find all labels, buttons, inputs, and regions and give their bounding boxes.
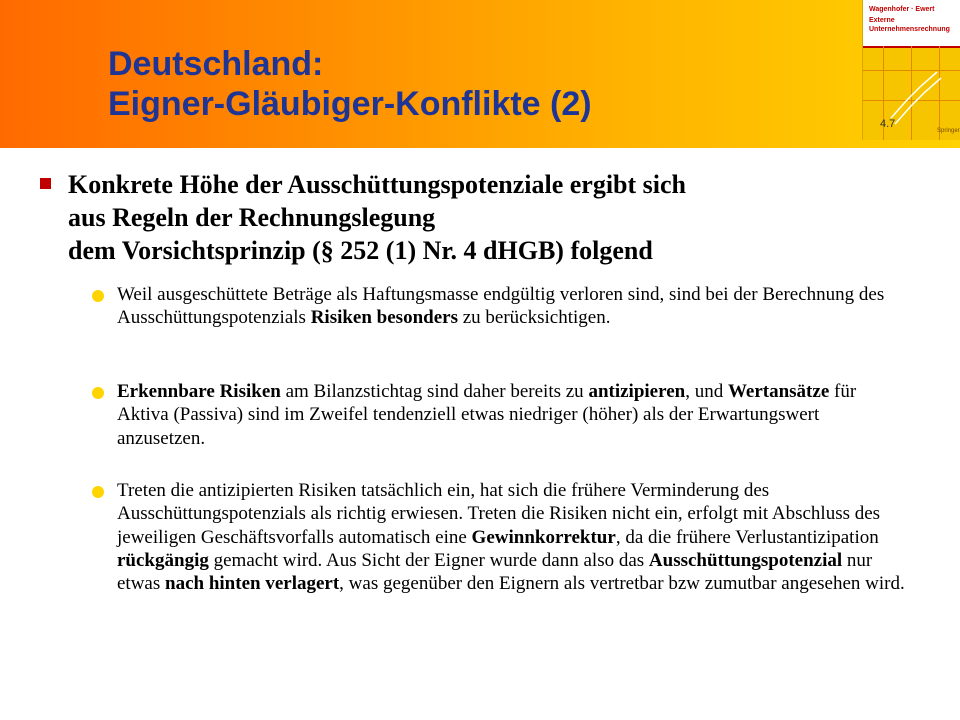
- text-run: zu berücksichtigen.: [457, 307, 611, 329]
- text-run: Weil ausgeschüttete Beträge als Haftungsmasse endgültig verloren sind, sind bei der Berechnung des Ausschüttungspotenzials: [117, 284, 885, 329]
- book-cover-logo: [862, 0, 960, 140]
- text-run: für Aktiva (Passiva) sind im Zweifel tendenziell etwas niedriger (höher) als der Erwartungswert anzusetzen.: [117, 381, 857, 449]
- main-bullet-line-2: aus Regeln der Rechnungslegung: [68, 203, 436, 232]
- text-run: gemacht wird. Aus Sicht der Eigner wurde dann also das: [208, 549, 649, 571]
- slide-title-line-2: Eigner-Gläubiger-Konflikte (2): [108, 85, 592, 123]
- book-author: Wagenhofer · Ewert: [869, 6, 935, 13]
- slide-title-line-1: Deutschland:: [108, 45, 324, 83]
- text-run: , was gegenüber den Eignern als vertretbar bzw zumutbar angesehen wird.: [339, 573, 905, 595]
- bold-run: rückgängig: [117, 549, 209, 571]
- bold-run: antizipieren: [588, 381, 686, 402]
- square-bullet-icon: [40, 178, 51, 189]
- sub-bullet-text-3: [117, 479, 907, 595]
- bold-run: Erkennbare Risiken: [117, 381, 281, 402]
- text-run: , da die frühere Verlustantizipation: [615, 526, 879, 548]
- bold-run: Ausschüttungspotenzial: [648, 549, 843, 571]
- text-run: nur etwas: [117, 549, 873, 595]
- main-bullet-line-1: Konkrete Höhe der Ausschüttungspotenziale ergibt sich: [68, 170, 687, 199]
- main-bullet-line-3: dem Vorsichtsprinzip (§ 252 (1) Nr. 4 dHGB) folgend: [68, 236, 653, 265]
- sub-bullet-text-2: [117, 380, 907, 450]
- sub-bullet-text-1: [117, 283, 907, 330]
- text-run: am Bilanzstichtag sind daher bereits zu: [280, 381, 589, 402]
- round-bullet-icon: [92, 290, 104, 302]
- bold-run: Wertansätze: [727, 381, 830, 402]
- bold-run: Gewinnkorrektur: [471, 526, 616, 548]
- slide-title: [108, 44, 828, 124]
- bold-run: Risiken besonders: [310, 307, 458, 329]
- text-run: Treten die antizipierten Risiken tatsächlich ein, hat sich die frühere Verminderung des Ausschüttungspotenzials als richtig erwiesen. Treten die Risiken nicht ein, erfolgt mit Abschluss des jeweiligen Geschäftsvorfalls automatisch eine: [117, 480, 881, 548]
- page-number: 4.7: [880, 118, 896, 130]
- round-bullet-icon: [92, 486, 104, 498]
- bold-run: nach hinten verlagert: [165, 573, 340, 595]
- main-bullet-text: [68, 168, 908, 267]
- book-graph-icon: [863, 0, 960, 140]
- round-bullet-icon: [92, 387, 104, 399]
- text-run: , und: [685, 381, 728, 402]
- book-title-line-2: Unternehmensrechnung: [869, 26, 950, 33]
- book-title-line-1: Externe: [869, 17, 895, 24]
- publisher-mark: Springer: [937, 128, 960, 134]
- header-banner: [0, 0, 960, 148]
